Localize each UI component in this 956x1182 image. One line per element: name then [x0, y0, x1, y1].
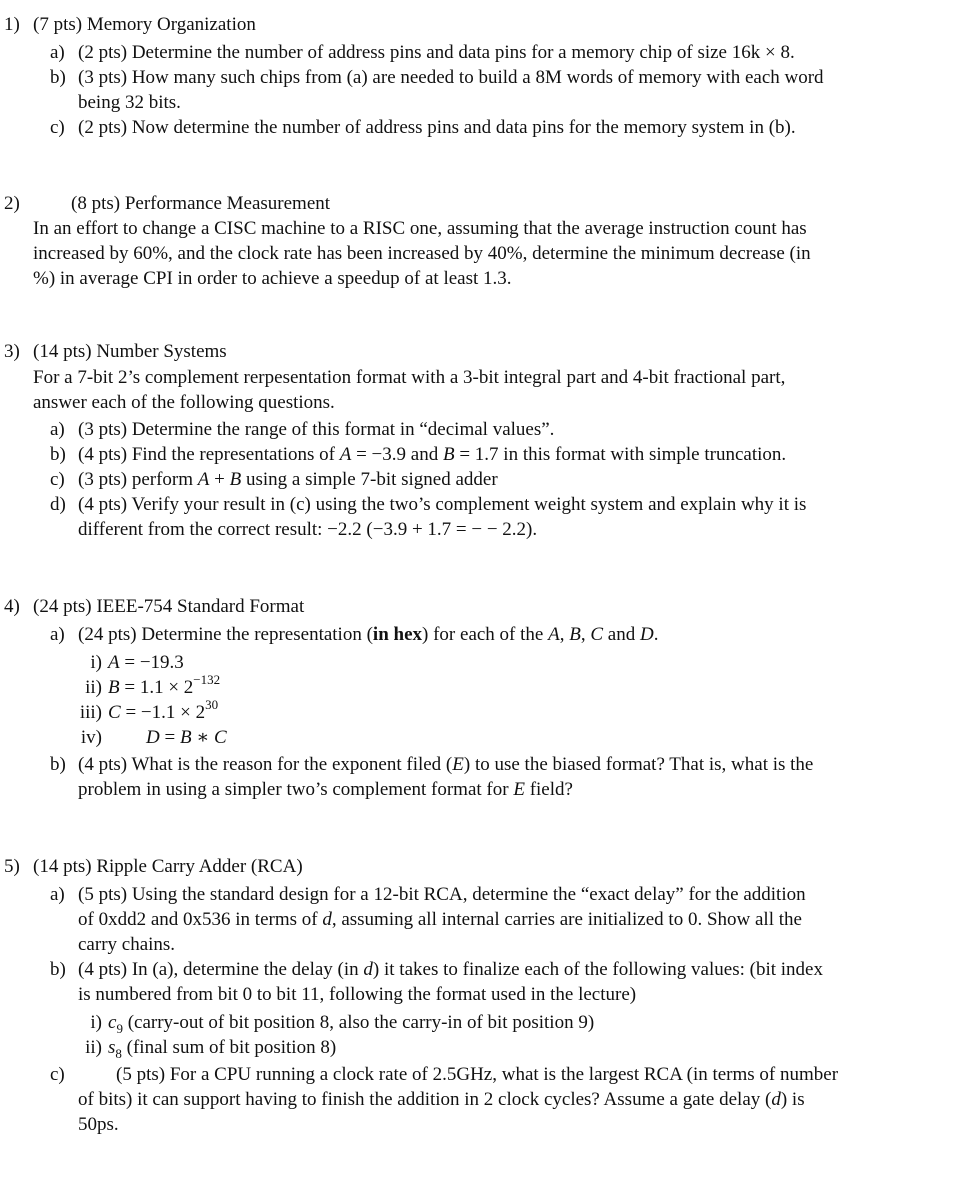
subquestion-text-line-2: being 32 bits.: [78, 92, 181, 113]
text-fragment: using a simple 7-bit signed adder: [241, 469, 498, 490]
subquestion-label: b): [50, 444, 66, 465]
math-variable: A: [548, 624, 560, 645]
question-number: 4): [4, 596, 20, 617]
text-fragment: and: [603, 624, 640, 645]
subquestion-text: (3 pts) Determine the range of this format in “decimal values”.: [78, 419, 555, 440]
question-body-line-1: For a 7-bit 2’s complement rerpesentation format with a 3-bit integral part and 4-bit fractional part,: [33, 367, 786, 388]
subquestion-label: d): [50, 494, 66, 515]
text-fragment: (24 pts) Determine the representation (: [78, 624, 373, 645]
math-exponent: −132: [193, 671, 221, 687]
math-expression: = 1.1 × 2: [119, 677, 194, 698]
text-fragment: of bits) it can support having to finish the addition in 2 clock cycles? Assume a gate delay (: [78, 1089, 772, 1110]
subquestion-label: c): [50, 1064, 65, 1085]
math-expression: = −19.3: [119, 652, 184, 673]
subquestion-text-line-1: (4 pts) Verify your result in (c) using the two’s complement weight system and explain why it is: [78, 494, 807, 515]
question-title: (8 pts) Performance Measurement: [71, 193, 331, 214]
question-body-line-1: In an effort to change a CISC machine to a RISC one, assuming that the average instruction count has: [33, 218, 807, 239]
text-fragment: (4 pts) In (a), determine the delay (in: [78, 959, 364, 980]
subquestion-text-line-1: (5 pts) For a CPU running a clock rate of 2.5GHz, what is the largest RCA (in terms of number: [116, 1064, 839, 1085]
math-exponent: 30: [205, 696, 219, 712]
text-fragment: (4 pts) Find the representations of: [78, 444, 340, 465]
text-fragment: , assuming all internal carries are initialized to 0. Show all the: [331, 909, 802, 930]
math-expression: = −1.1 × 2: [120, 702, 206, 723]
text-fragment: of 0xdd2 and 0x536 in terms of: [78, 909, 323, 930]
question-body-line-2: increased by 60%, and the clock rate has been increased by 40%, determine the minimum decrease (in: [33, 243, 811, 264]
text-fragment: (4 pts) What is the reason for the exponent filed (: [78, 754, 453, 775]
text-fragment: ,: [559, 624, 570, 645]
math-variable: s: [108, 1037, 116, 1058]
subquestion-text-line-2: is numbered from bit 0 to bit 11, following the format used in the lecture): [78, 984, 637, 1005]
subquestion-text-line-1: [78, 957, 923, 982]
math-variable: B: [442, 444, 455, 465]
math-variable: D: [146, 727, 160, 748]
subquestion-label: b): [50, 754, 66, 775]
text-fragment: field?: [524, 779, 573, 800]
subquestion-label: a): [50, 624, 65, 645]
math-variable: B: [179, 727, 192, 748]
subquestion-label: c): [50, 117, 65, 138]
question-number: 5): [4, 856, 20, 877]
item-text: [108, 650, 184, 675]
subquestion-text: [78, 442, 923, 467]
text-fragment: ,: [580, 624, 591, 645]
math-variable: A: [339, 444, 352, 465]
question-number: 1): [4, 14, 20, 35]
item-label: iv): [80, 727, 102, 748]
subquestion-label: b): [50, 67, 66, 88]
subquestion-label: a): [50, 42, 65, 63]
bold-emphasis: in hex: [372, 624, 423, 645]
subquestion-text-line-2: [78, 907, 923, 932]
math-variable: B: [108, 677, 120, 698]
text-fragment: ) for each of the: [422, 624, 549, 645]
question-title: (14 pts) Number Systems: [33, 341, 227, 362]
math-variable: C: [108, 702, 121, 723]
text-fragment: (carry-out of bit position 8, also the carry-in of bit position 9): [122, 1012, 595, 1033]
math-variable: E: [452, 754, 464, 775]
item-label: iii): [79, 702, 102, 723]
text-fragment: problem in using a simpler two’s complement format for: [78, 779, 514, 800]
item-label: ii): [85, 1037, 102, 1058]
text-fragment: = 1.7 in this format with simple truncation.: [454, 444, 787, 465]
subquestion-text-line-2: [78, 777, 923, 802]
subquestion-text: [78, 467, 923, 492]
text-fragment: (final sum of bit position 8): [121, 1037, 337, 1058]
item-text: [108, 1010, 594, 1035]
math-variable: B: [229, 469, 242, 490]
text-fragment: ) it takes to finalize each of the following values: (bit index: [372, 959, 823, 980]
math-subscript: 8: [115, 1045, 122, 1061]
subquestion-text-line-2: different from the correct result: −2.2 (−3.9 + 1.7 = − − 2.2).: [78, 519, 538, 540]
item-text: [108, 1035, 336, 1060]
text-fragment: +: [209, 469, 230, 490]
item-label: i): [90, 652, 102, 673]
math-variable: d: [363, 959, 373, 980]
subquestion-label: b): [50, 959, 66, 980]
text-fragment: ) to use the biased format? That is, what is the: [463, 754, 814, 775]
item-label: ii): [85, 677, 102, 698]
subquestion-text-line-2: [78, 1087, 923, 1112]
question-body-line-3: %) in average CPI in order to achieve a speedup of at least 1.3.: [33, 268, 512, 289]
text-fragment: .: [653, 624, 659, 645]
item-label: i): [90, 1012, 102, 1033]
math-variable: d: [771, 1089, 781, 1110]
math-variable: B: [569, 624, 581, 645]
math-variable: E: [513, 779, 525, 800]
subquestion-text: [78, 622, 923, 647]
text-fragment: ) is: [780, 1089, 805, 1110]
subquestion-text-line-1: [78, 752, 923, 777]
subquestion-text: (2 pts) Now determine the number of address pins and data pins for the memory system in (b).: [78, 117, 796, 138]
math-expression: =: [159, 727, 180, 748]
text-fragment: = −3.9 and: [351, 444, 443, 465]
question-number: 2): [4, 193, 20, 214]
question-title: (7 pts) Memory Organization: [33, 14, 256, 35]
text-fragment: (3 pts) perform: [78, 469, 198, 490]
subquestion-text-line-3: 50ps.: [78, 1114, 119, 1135]
math-variable: D: [639, 624, 654, 645]
subquestion-label: a): [50, 884, 65, 905]
math-variable: C: [590, 624, 604, 645]
math-variable: A: [197, 469, 210, 490]
subquestion-label: a): [50, 419, 65, 440]
math-variable: C: [213, 727, 227, 748]
subquestion-label: c): [50, 469, 65, 490]
question-title: (14 pts) Ripple Carry Adder (RCA): [33, 856, 303, 877]
question-number: 3): [4, 341, 20, 362]
question-title: (24 pts) IEEE-754 Standard Format: [33, 596, 305, 617]
question-body-line-2: answer each of the following questions.: [33, 392, 335, 413]
subquestion-text: (2 pts) Determine the number of address pins and data pins for a memory chip of size 16k × 8.: [78, 42, 795, 63]
item-text: [108, 696, 219, 725]
subquestion-text-line-3: carry chains.: [78, 934, 176, 955]
math-subscript: 9: [116, 1020, 123, 1036]
math-variable: A: [108, 652, 120, 673]
subquestion-text-line-1: (5 pts) Using the standard design for a 12-bit RCA, determine the “exact delay” for the addition: [78, 884, 806, 905]
math-operator: ∗: [191, 727, 214, 748]
item-text: [146, 725, 227, 750]
math-variable: c: [108, 1012, 117, 1033]
math-variable: d: [322, 909, 332, 930]
subquestion-text-line-1: (3 pts) How many such chips from (a) are needed to build a 8M words of memory with each word: [78, 67, 824, 88]
item-text: [108, 671, 221, 700]
